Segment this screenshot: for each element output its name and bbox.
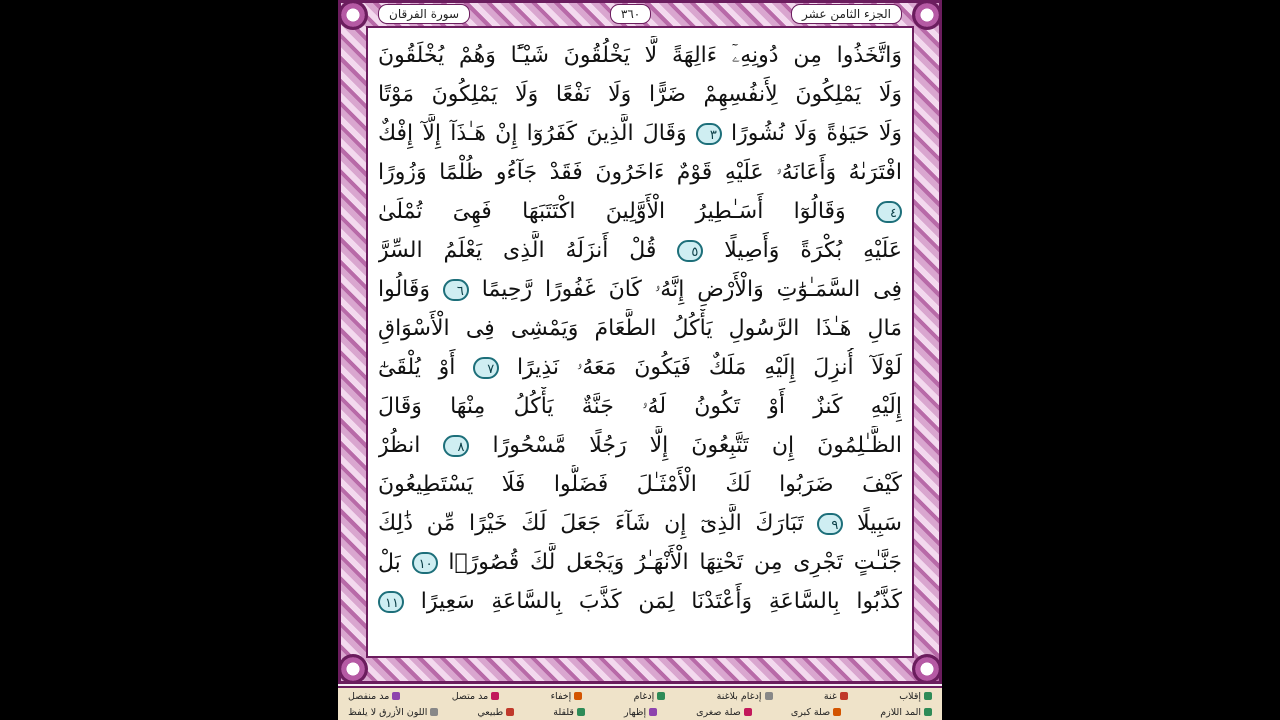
ayah-number-marker: ١١: [378, 591, 404, 613]
text-line: [378, 504, 902, 543]
verse-text: الظَّـٰلِمُونَ إِن تَتَّبِعُونَ إِلَّا رَجُلًا مَّسْحُورًا: [469, 433, 902, 458]
ayah-number-marker: ٤: [876, 201, 902, 223]
verse-text: افْتَرَىٰهُ وَأَعَانَهُۥ عَلَيْهِ قَوْمٌ ءَاخَرُونَ فَقَدْ جَآءُو ظُلْمًا وَزُورًا: [378, 160, 902, 185]
legend-item: [348, 707, 438, 718]
legend-label: صلة صغرى: [696, 706, 741, 718]
legend-item: [717, 691, 773, 702]
verse-text: وَلَا يَمْلِكُونَ لِأَنفُسِهِمْ ضَرًّا وَلَا نَفْعًا وَلَا يَمْلِكُونَ مَوْتًا: [378, 82, 902, 107]
corner-ornament-icon: [338, 654, 368, 684]
legend-label: إظهار: [624, 706, 647, 718]
verse-text: قُلْ أَنزَلَهُ الَّذِى يَعْلَمُ السِّرَّ: [378, 238, 678, 263]
color-swatch-icon: [833, 708, 841, 716]
ayah-number-marker: ٦: [443, 279, 469, 301]
legend-item: [899, 691, 932, 702]
verse-text: كَيْفَ ضَرَبُوا لَكَ الْأَمْثَـٰلَ فَضَلُّوا فَلَا يَسْتَطِيعُونَ: [378, 472, 902, 497]
legend-label: إخفاء: [550, 690, 572, 702]
legend-item: [624, 707, 657, 718]
ayah-number-marker: ٩: [817, 513, 843, 535]
color-swatch-icon: [577, 708, 585, 716]
text-line: [378, 114, 902, 153]
legend-item: [824, 691, 848, 702]
verse-text: سَبِيلًا: [843, 511, 902, 536]
text-line: [378, 582, 902, 621]
legend-item: [696, 707, 752, 718]
legend-item: [477, 707, 514, 718]
verse-text: وَقَالُوٓا أَسَـٰطِيرُ الْأَوَّلِينَ اكْتَتَبَهَا فَهِىَ تُمْلَىٰ: [378, 199, 876, 224]
corner-ornament-icon: [912, 654, 942, 684]
verse-text: وَقَالُوا: [378, 277, 443, 302]
legend-item: [880, 707, 932, 718]
legend-row: [338, 704, 942, 720]
text-line: [378, 153, 902, 192]
corner-ornament-icon: [338, 0, 368, 30]
text-line: [378, 231, 902, 270]
verse-text: تَبَارَكَ الَّذِىٓ إِن شَآءَ جَعَلَ لَكَ خَيْرًا مِّن ذَٰلِكَ: [378, 511, 818, 536]
page-number: ٣٦٠: [610, 4, 651, 24]
color-swatch-icon: [574, 692, 582, 700]
ayah-number-marker: ٣: [696, 123, 722, 145]
color-swatch-icon: [657, 692, 665, 700]
text-line: [378, 75, 902, 114]
ayah-number-marker: ٧: [473, 357, 499, 379]
verse-text: وَاتَّخَذُوا مِن دُونِهِۦٓ ءَالِهَةً لَّا يَخْلُقُونَ شَيْـًٔا وَهُمْ يُخْلَقُونَ: [378, 43, 902, 68]
color-swatch-icon: [840, 692, 848, 700]
tajweed-legend: [338, 686, 942, 720]
legend-item: [634, 691, 666, 702]
color-swatch-icon: [392, 692, 400, 700]
legend-label: غنة: [823, 690, 837, 702]
color-swatch-icon: [924, 708, 932, 716]
page-header: [378, 3, 902, 25]
ayah-number-marker: ١٠: [412, 552, 438, 574]
legend-item: [551, 691, 583, 702]
verse-text: جَنَّـٰتٍ تَجْرِى مِن تَحْتِهَا الْأَنْهَـٰرُ وَيَجْعَل لَّكَ قُصُورًۢا: [437, 550, 902, 575]
legend-item: [452, 691, 499, 702]
legend-item: [348, 691, 400, 702]
text-line: [378, 270, 902, 309]
legend-item: [553, 707, 585, 718]
text-line: [378, 348, 902, 387]
text-line: [378, 543, 902, 582]
verse-text: لَوْلَآ أُنزِلَ إِلَيْهِ مَلَكٌ فَيَكُونَ مَعَهُۥ نَذِيرًا: [499, 355, 902, 380]
legend-label: طبيعي: [477, 706, 504, 718]
legend-label: إقلاب: [899, 690, 921, 702]
verse-text: وَلَا حَيَوٰةً وَلَا نُشُورًا: [721, 121, 902, 146]
color-swatch-icon: [765, 692, 773, 700]
verse-text: أَوْ يُلْقَىٰٓ: [378, 355, 474, 380]
color-swatch-icon: [649, 708, 657, 716]
legend-label: مد منفصل: [348, 690, 390, 702]
text-line: [378, 309, 902, 348]
verse-text: بَلْ: [378, 550, 412, 575]
juz-label: الجزء الثامن عشر: [791, 4, 902, 24]
text-line: [378, 465, 902, 504]
legend-label: صلة كبرى: [790, 706, 831, 718]
text-line: [378, 36, 902, 75]
color-swatch-icon: [491, 692, 499, 700]
ayah-number-marker: ٥: [677, 240, 703, 262]
legend-label: المد اللازم: [880, 706, 921, 718]
legend-label: مد متصل: [451, 690, 489, 702]
legend-label: اللون الأزرق لا يلفظ: [348, 706, 428, 718]
verse-text: كَذَّبُوا بِالسَّاعَةِ وَأَعْتَدْنَا لِمَن كَذَّبَ بِالسَّاعَةِ سَعِيرًا: [404, 589, 902, 614]
verse-text: فِى السَّمَـٰوَٰتِ وَالْأَرْضِ إِنَّهُۥ كَانَ غَفُورًا رَّحِيمًا: [468, 277, 902, 302]
legend-label: قلقلة: [553, 706, 574, 718]
legend-item: [791, 707, 841, 718]
verse-text: انظُرْ: [378, 433, 444, 458]
verse-text: مَالِ هَـٰذَا الرَّسُولِ يَأْكُلُ الطَّعَامَ وَيَمْشِى فِى الْأَسْوَاقِ: [378, 316, 902, 341]
text-line: [378, 426, 902, 465]
corner-ornament-icon: [912, 0, 942, 30]
mushaf-page: [338, 0, 942, 720]
verse-text: عَلَيْهِ بُكْرَةً وَأَصِيلًا: [703, 238, 902, 263]
surah-name: سورة الفرقان: [378, 4, 470, 24]
color-swatch-icon: [430, 708, 438, 716]
quran-text: [378, 36, 902, 656]
verse-text: وَقَالَ الَّذِينَ كَفَرُوٓا إِنْ هَـٰذَآ إِلَّآ إِفْكٌ: [378, 121, 696, 146]
color-swatch-icon: [924, 692, 932, 700]
text-line: [378, 387, 902, 426]
legend-label: إدغام بلاغنة: [716, 690, 762, 702]
color-swatch-icon: [506, 708, 514, 716]
ayah-number-marker: ٨: [443, 435, 469, 457]
legend-label: إدغام: [633, 690, 655, 702]
verse-text: إِلَيْهِ كَنزٌ أَوْ تَكُونُ لَهُۥ جَنَّةٌ يَأْكُلُ مِنْهَا وَقَالَ: [378, 394, 902, 419]
text-line: [378, 192, 902, 231]
color-swatch-icon: [744, 708, 752, 716]
legend-row: [338, 688, 942, 704]
